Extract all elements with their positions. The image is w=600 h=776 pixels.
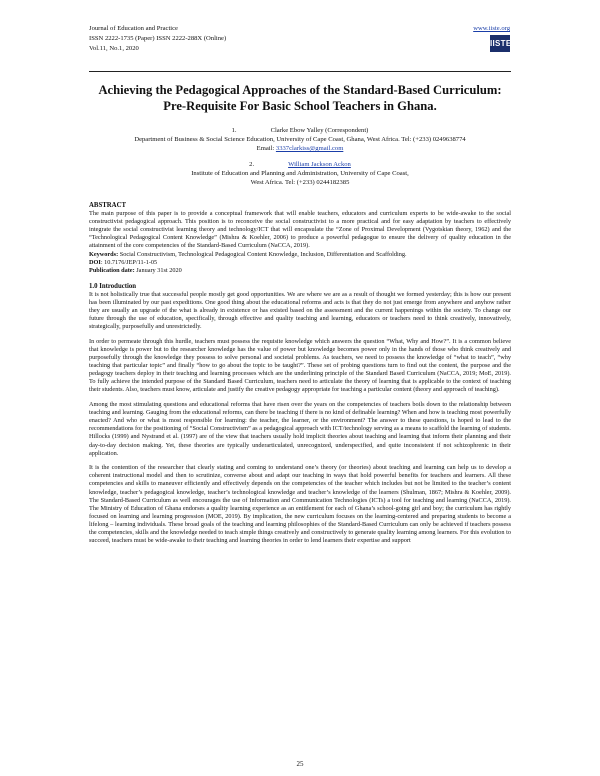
- abstract-heading: ABSTRACT: [89, 202, 127, 209]
- introduction-heading: 1.0 Introduction: [89, 282, 137, 290]
- journal-url-link[interactable]: www.iiste.org: [473, 25, 510, 32]
- intro-paragraph-2: In order to permeate through this hurdle, teachers must possess the requisite knowledge which answers the question “What, Why and How?”. It is a common believe that knowledge is power but to the researcher knowledge has the value of power but knowledge becomes power only in the hands of those who think creatively and purposefully through the knowledge they possess to solve personal and societal problems. As teachers, we need to possess the knowledge of “what to teach”, “why teaching that particular topic” and finally “how to go about the topic to be taught?”. These set of probing questions turn to find out the content, the purpose and the pedagogy teachers deploy in their teaching and learning processes which are the underlining principle of the Standard Based Curriculum (NaCCA, 2019; MoE, 2019). To fully achieve the intended purpose of the Standard Based Curriculum, teachers need to articulate the theory of learning that is applicable to the context of teaching their students. Also, teachers must know, articulate and justify the creative pedagogy appropriate for teaching a particular content (theory and approach of teaching).: [89, 337, 511, 394]
- author-1-name: Clarke Ebow Yalley (Correspondent): [270, 127, 369, 134]
- author-block: [89, 126, 511, 187]
- author-1-email-link[interactable]: 3337clarkiss@gmail.com: [275, 145, 344, 152]
- author-1-affiliation: Department of Business & Social Science Education, University of Cape Coast, Ghana, West Africa. Tel: (+233) 0249638774: [134, 136, 466, 143]
- publication-date-label: Publication date:: [89, 266, 135, 274]
- doi-value: : 10.7176/JEP/11-1-05: [100, 258, 158, 266]
- doi-label: DOI: [89, 258, 101, 266]
- author-2-number: 2.: [249, 161, 255, 168]
- journal-volume: Vol.11, No.1, 2020: [89, 45, 139, 52]
- abstract-text: The main purpose of this paper is to provide a conceptual framework that will enable teachers, educators and curriculum experts to be wide-awake to the social constructivist pedagogical approach. This position is to reconceive the social constructivist to a more practical and for easy adaptation by teachers to effectively integrate the social constructivist learning theory and technology/ICT that will encapsulate the “Zone of Proximal Development (Vygotskian theory, 1962) and the “Technological Pedagogical Content Knowledge” (Mishra & Koehler, 2006) to produce a powerful pedagogue to ensure the delivery of quality education in the attainment of the core competencies of the Standard-Based Curriculum (NaCCA, 2019).: [89, 210, 511, 250]
- publication-date-value: January 31st 2020: [134, 266, 182, 274]
- header-divider: [89, 71, 511, 72]
- journal-header-right: [473, 24, 510, 52]
- iiste-logo: IISTE: [490, 35, 510, 52]
- page-number: 25: [296, 760, 304, 768]
- intro-paragraph-1: It is not holistically true that successful people mostly get good opportunities. We are where we are as a result of thought we formed yesterday; this is how our present has been illuminated by our past expeditions. One good thing about the educational reforms and acts is that they do not just emerge from anywhere and anyhow rather they are usually an upgrade of the what is already in existence or has existed based on the assessment and the current happenings within the society. To change our future through the use of education, specifically, through effective and quality teaching and learning, educators or teachers need to think creatively, innovatively, strategically, purposefully and unrestrictedly.: [89, 290, 511, 331]
- author-1-email-label: Email:: [256, 145, 276, 152]
- intro-paragraph-3: Among the most stimulating questions and educational reforms that have risen over the years on the competencies of teachers boils down to the relationship between teaching and learning. Gauging from the educational reforms, can there be teaching if there is no kind of definable learning? When and how is teaching most powerfully enacted? And who or what is most responsible for learning: the teacher, the learner, or the environment? The answer to these questions, is hoped to lead to the recommendations for the positioning of “Social Constructivism” as a pedagogical approach with ICT/technology serving as a means to scaffold the learning of students. Hillocks (1999) and Nystrand et al. (1997) are of the view that teachers usually hold implicit theories about teaching and learning that inform their planning and their day-to-day decision making. Yet, these theories are typically underarticulated, unrecognized, underspecified, and quite inconsistent if not schizophrenic in their application.: [89, 401, 511, 457]
- keywords-label: Keywords:: [89, 250, 120, 258]
- intro-paragraph-4: It is the contention of the researcher that clearly stating and coming to understand one’s theory (or theories) about teaching and learning can help us to develop a coherent instructional model and then to scrutinize, converse about and adapt our teaching in ways that hold powerful benefits for teachers and learners. All these competencies and skills to maneuver efficiently and effectively depends on the competencies of the teacher which includes but not be limited to the teacher’s content knowledge, teacher’s pedagogical knowledge, teacher’s technological knowledge and teacher’s knowledge of the learners (Shulman, 1867; Mishra & Koehler, 2009). The Standard-Based Curriculum as well encourages the use of Information and Communication Technologies (ICTs) a tool for teaching and learning (NaCCA, 2019). The Ministry of Education of Ghana endorses a quality learning experience as an entitlement for each of Ghana’s school-going girl and boy; the curriculum has rightly focused on learning and learning progression (MOE, 2019). By implication, the new curriculum focuses on the learning-centered and preparing students to become a lifelong – learning individuals. These broad goals of the teaching and learning philosophies of the Standard-Based Curriculum can only be achieved if teachers possess the competencies, skills and the knowledge needed to teach simple things creatively and constructively to generate quality learning among learners. For this evolution to succeed, teachers must be wide-awake to their teaching and learning theories in order to lend learners their expertise and support: [89, 464, 511, 545]
- keywords-text: Social Constructivism, Technological Pedagogical Content Knowledge, Inclusion, Differentiation and Scaffolding.: [119, 250, 407, 258]
- journal-name: Journal of Education and Practice: [89, 25, 178, 32]
- paper-body: [89, 202, 511, 545]
- journal-issn: ISSN 2222-1735 (Paper) ISSN 2222-288X (Online): [89, 35, 227, 42]
- journal-header: [89, 24, 226, 54]
- author-2-affiliation-line2: West Africa. Tel: (+233) 0244182385: [250, 179, 350, 186]
- paper-title: Achieving the Pedagogical Approaches of the Standard-Based Curriculum: Pre-Requisite For Basic School Teachers in Ghana.: [98, 83, 502, 113]
- author-2-name: William Jackson Ackon: [288, 161, 351, 168]
- author-2-affiliation-line1: Institute of Education and Planning and Administration, University of Cape Coast,: [191, 170, 409, 177]
- author-1-number: 1.: [231, 127, 237, 134]
